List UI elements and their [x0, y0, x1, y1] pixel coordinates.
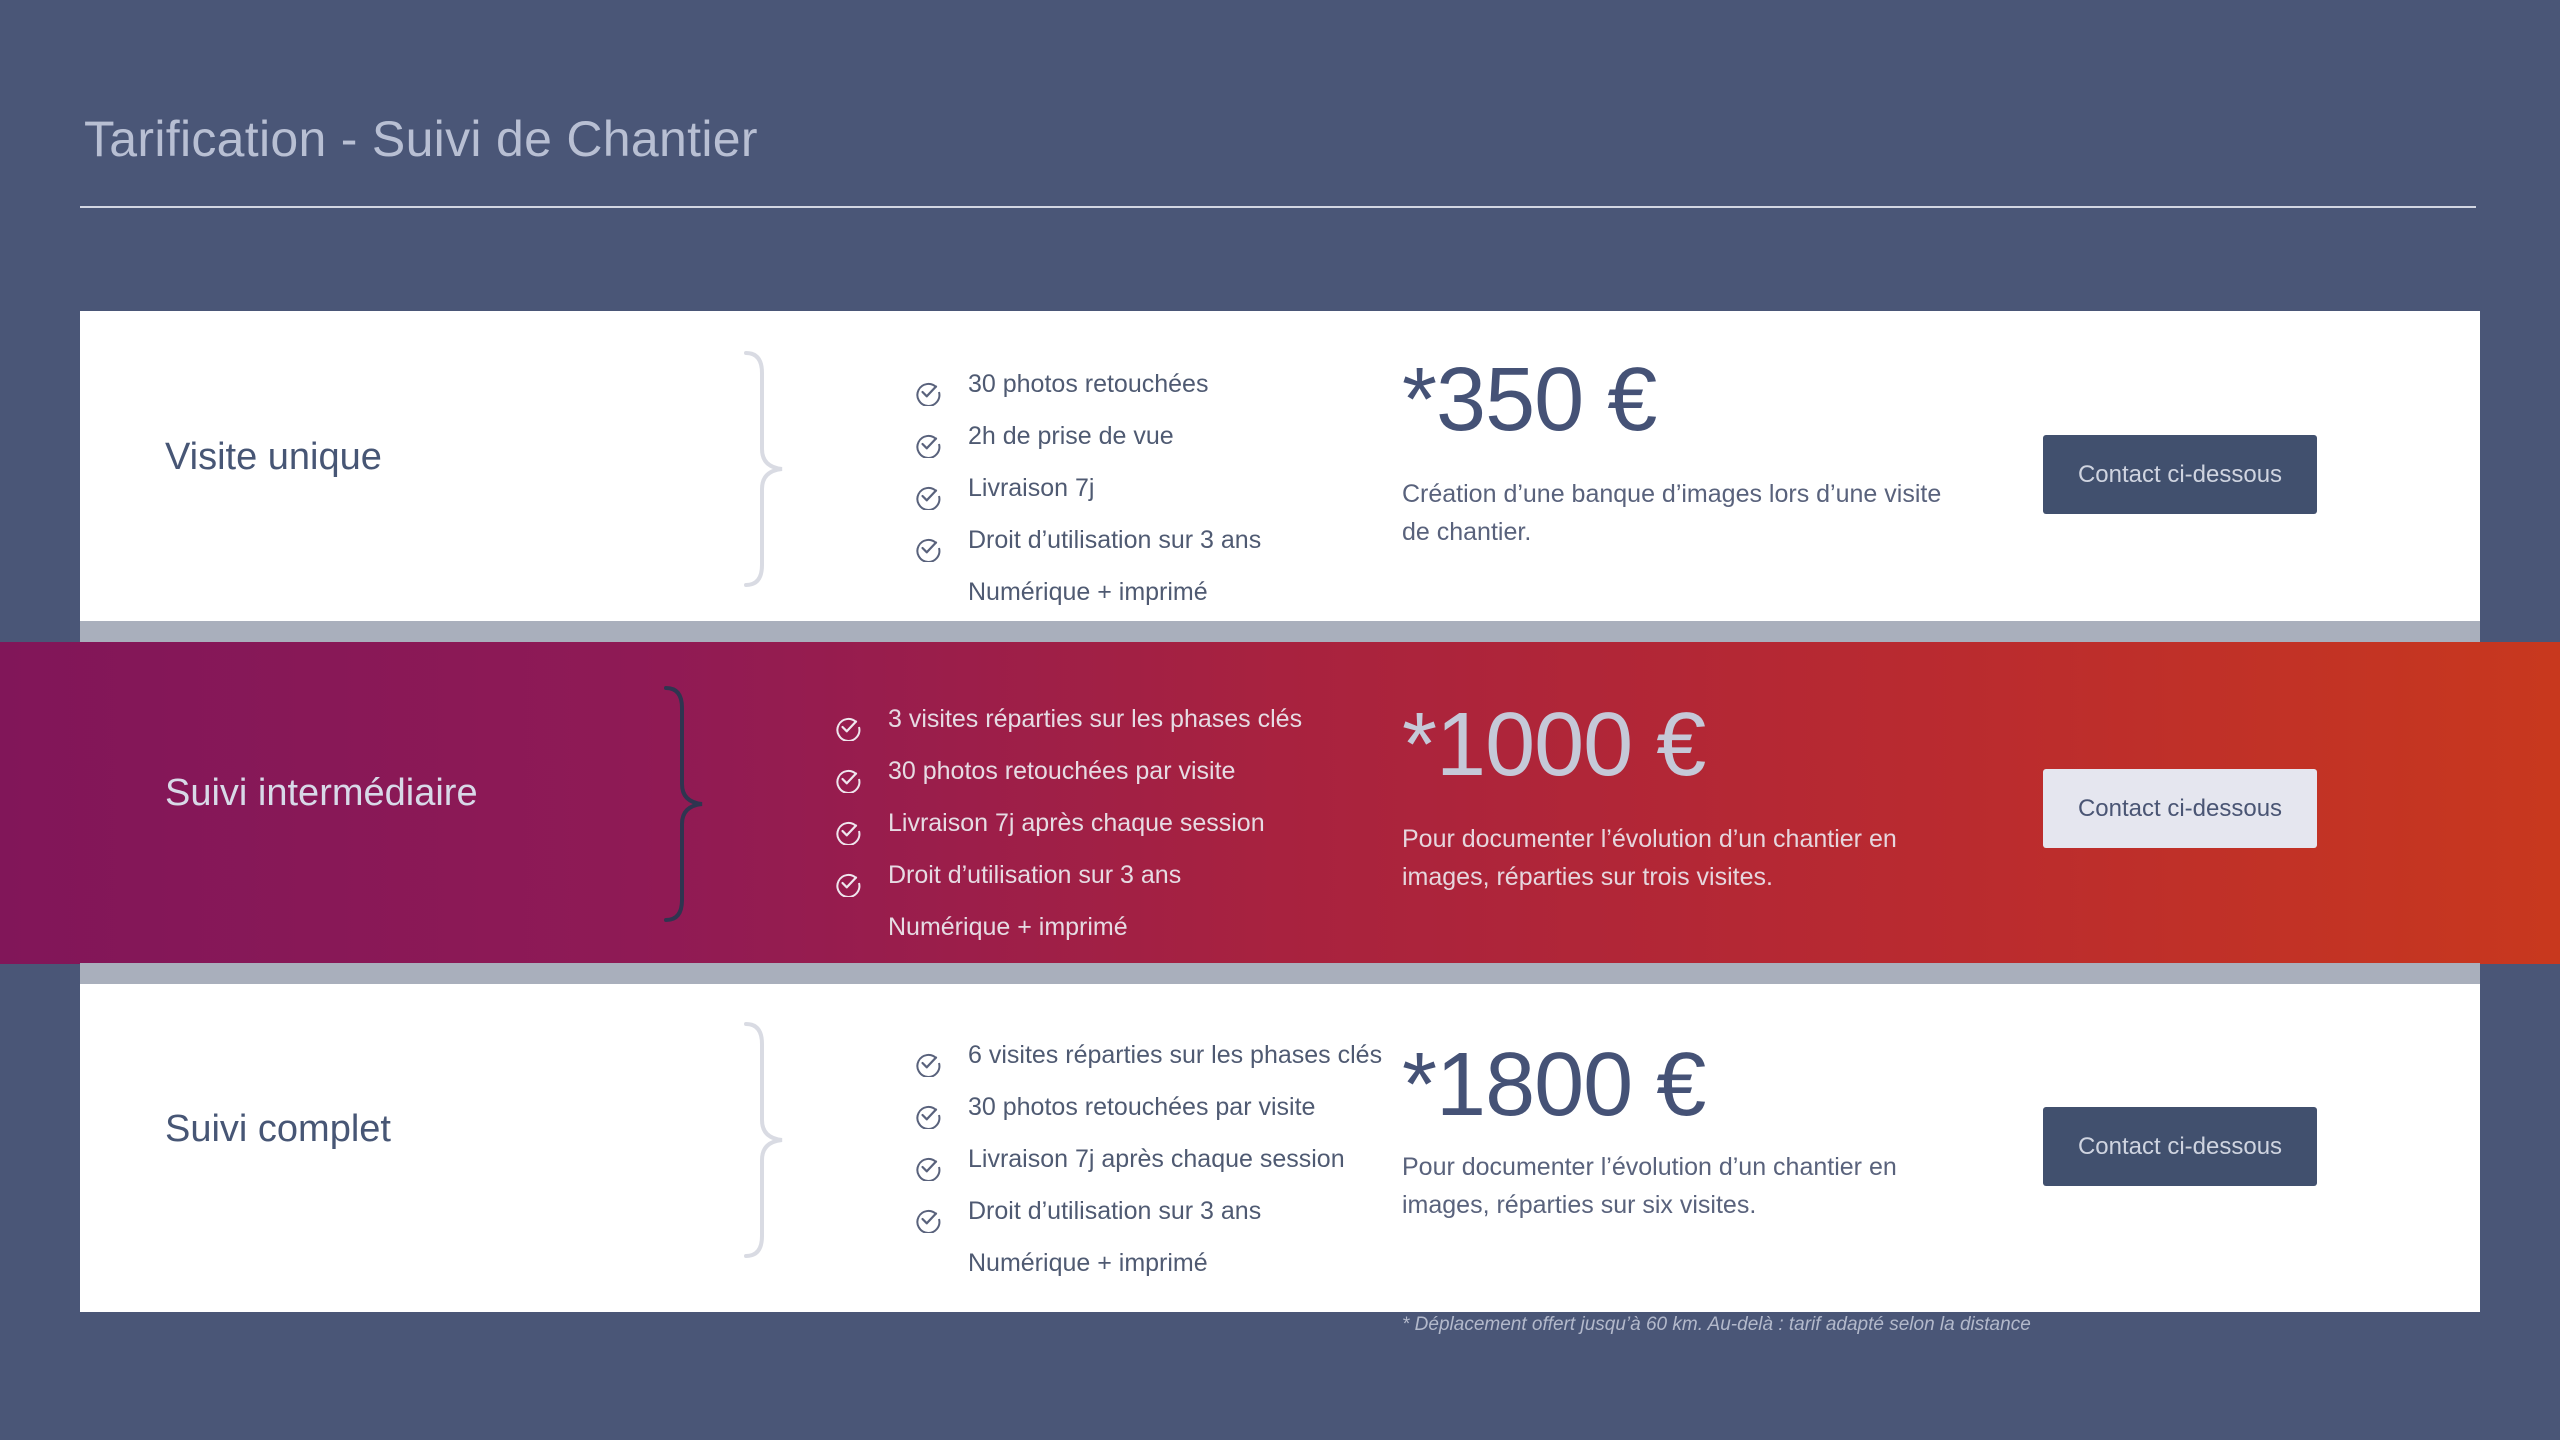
tier-name: Visite unique [165, 436, 382, 478]
price: *350 € [1402, 350, 1657, 450]
feature-text: Droit d’utilisation sur 3 ans [968, 1197, 1262, 1225]
feature-item [830, 797, 1302, 849]
pricing-tier-suivi-intermediaire [0, 642, 2560, 964]
feature-text: Numérique + imprimé [888, 913, 1128, 941]
price: *1000 € [1402, 695, 1706, 795]
feature-text: Droit d’utilisation sur 3 ans [968, 526, 1262, 554]
feature-list [910, 358, 1261, 618]
check-circle-icon [834, 713, 862, 741]
check-circle-icon [834, 869, 862, 897]
check-circle-icon [914, 1101, 942, 1129]
pricing-tier-visite-unique [80, 311, 2480, 622]
feature-item [910, 514, 1261, 566]
feature-text: Numérique + imprimé [968, 578, 1208, 606]
curly-brace-icon [738, 349, 794, 589]
feature-text: Numérique + imprimé [968, 1249, 1208, 1277]
feature-text: 3 visites réparties sur les phases clés [888, 705, 1303, 733]
feature-text: 30 photos retouchées par visite [888, 757, 1236, 785]
contact-button[interactable]: Contact ci-dessous [2043, 435, 2317, 514]
feature-item [830, 693, 1302, 745]
feature-item [910, 1029, 1382, 1081]
contact-button[interactable]: Contact ci-dessous [2043, 769, 2317, 848]
feature-text: Droit d’utilisation sur 3 ans [888, 861, 1182, 889]
feature-item [910, 1185, 1382, 1237]
check-circle-icon [914, 1049, 942, 1077]
feature-text: 6 visites réparties sur les phases clés [968, 1041, 1383, 1069]
feature-item [910, 1237, 1382, 1289]
check-circle-icon [914, 378, 942, 406]
feature-item [910, 358, 1261, 410]
feature-item [910, 410, 1261, 462]
feature-text: Livraison 7j [968, 474, 1095, 502]
feature-list [910, 1029, 1382, 1289]
feature-item [830, 745, 1302, 797]
tier-name: Suivi complet [165, 1108, 391, 1150]
tier-description: Pour documenter l’évolution d’un chantier en images, réparties sur trois visites. [1402, 825, 1897, 891]
feature-item [910, 1133, 1382, 1185]
feature-item [830, 901, 1302, 953]
feature-text: Livraison 7j après chaque session [888, 809, 1265, 837]
tier-separator [80, 621, 2480, 643]
feature-text: 30 photos retouchées par visite [968, 1093, 1316, 1121]
check-circle-icon [834, 817, 862, 845]
curly-brace-icon [738, 1020, 794, 1260]
feature-list [830, 693, 1302, 953]
tier-separator [80, 963, 2480, 985]
check-circle-icon [914, 534, 942, 562]
curly-brace-icon [658, 684, 714, 924]
title-divider [80, 206, 2476, 208]
check-circle-icon [914, 1153, 942, 1181]
price: *1800 € [1402, 1035, 1706, 1135]
feature-text: Livraison 7j après chaque session [968, 1145, 1345, 1173]
feature-item [910, 1081, 1382, 1133]
check-circle-icon [914, 1205, 942, 1233]
feature-item [910, 462, 1261, 514]
check-circle-icon [914, 482, 942, 510]
check-circle-icon [914, 430, 942, 458]
feature-item [830, 849, 1302, 901]
tier-description: Création d’une banque d’images lors d’une visite de chantier. [1402, 480, 1942, 546]
feature-item [910, 566, 1261, 618]
tier-name: Suivi intermédiaire [165, 772, 478, 814]
page-title: Tarification - Suivi de Chantier [84, 111, 758, 167]
footnote: * Déplacement offert jusqu’à 60 km. Au-delà : tarif adapté selon la distance [1402, 1314, 2031, 1335]
feature-text: 30 photos retouchées [968, 370, 1209, 398]
check-circle-icon [834, 765, 862, 793]
contact-button[interactable]: Contact ci-dessous [2043, 1107, 2317, 1186]
pricing-tier-suivi-complet [80, 984, 2480, 1312]
feature-text: 2h de prise de vue [968, 422, 1174, 450]
tier-description: Pour documenter l’évolution d’un chantier en images, réparties sur six visites. [1402, 1153, 1897, 1219]
